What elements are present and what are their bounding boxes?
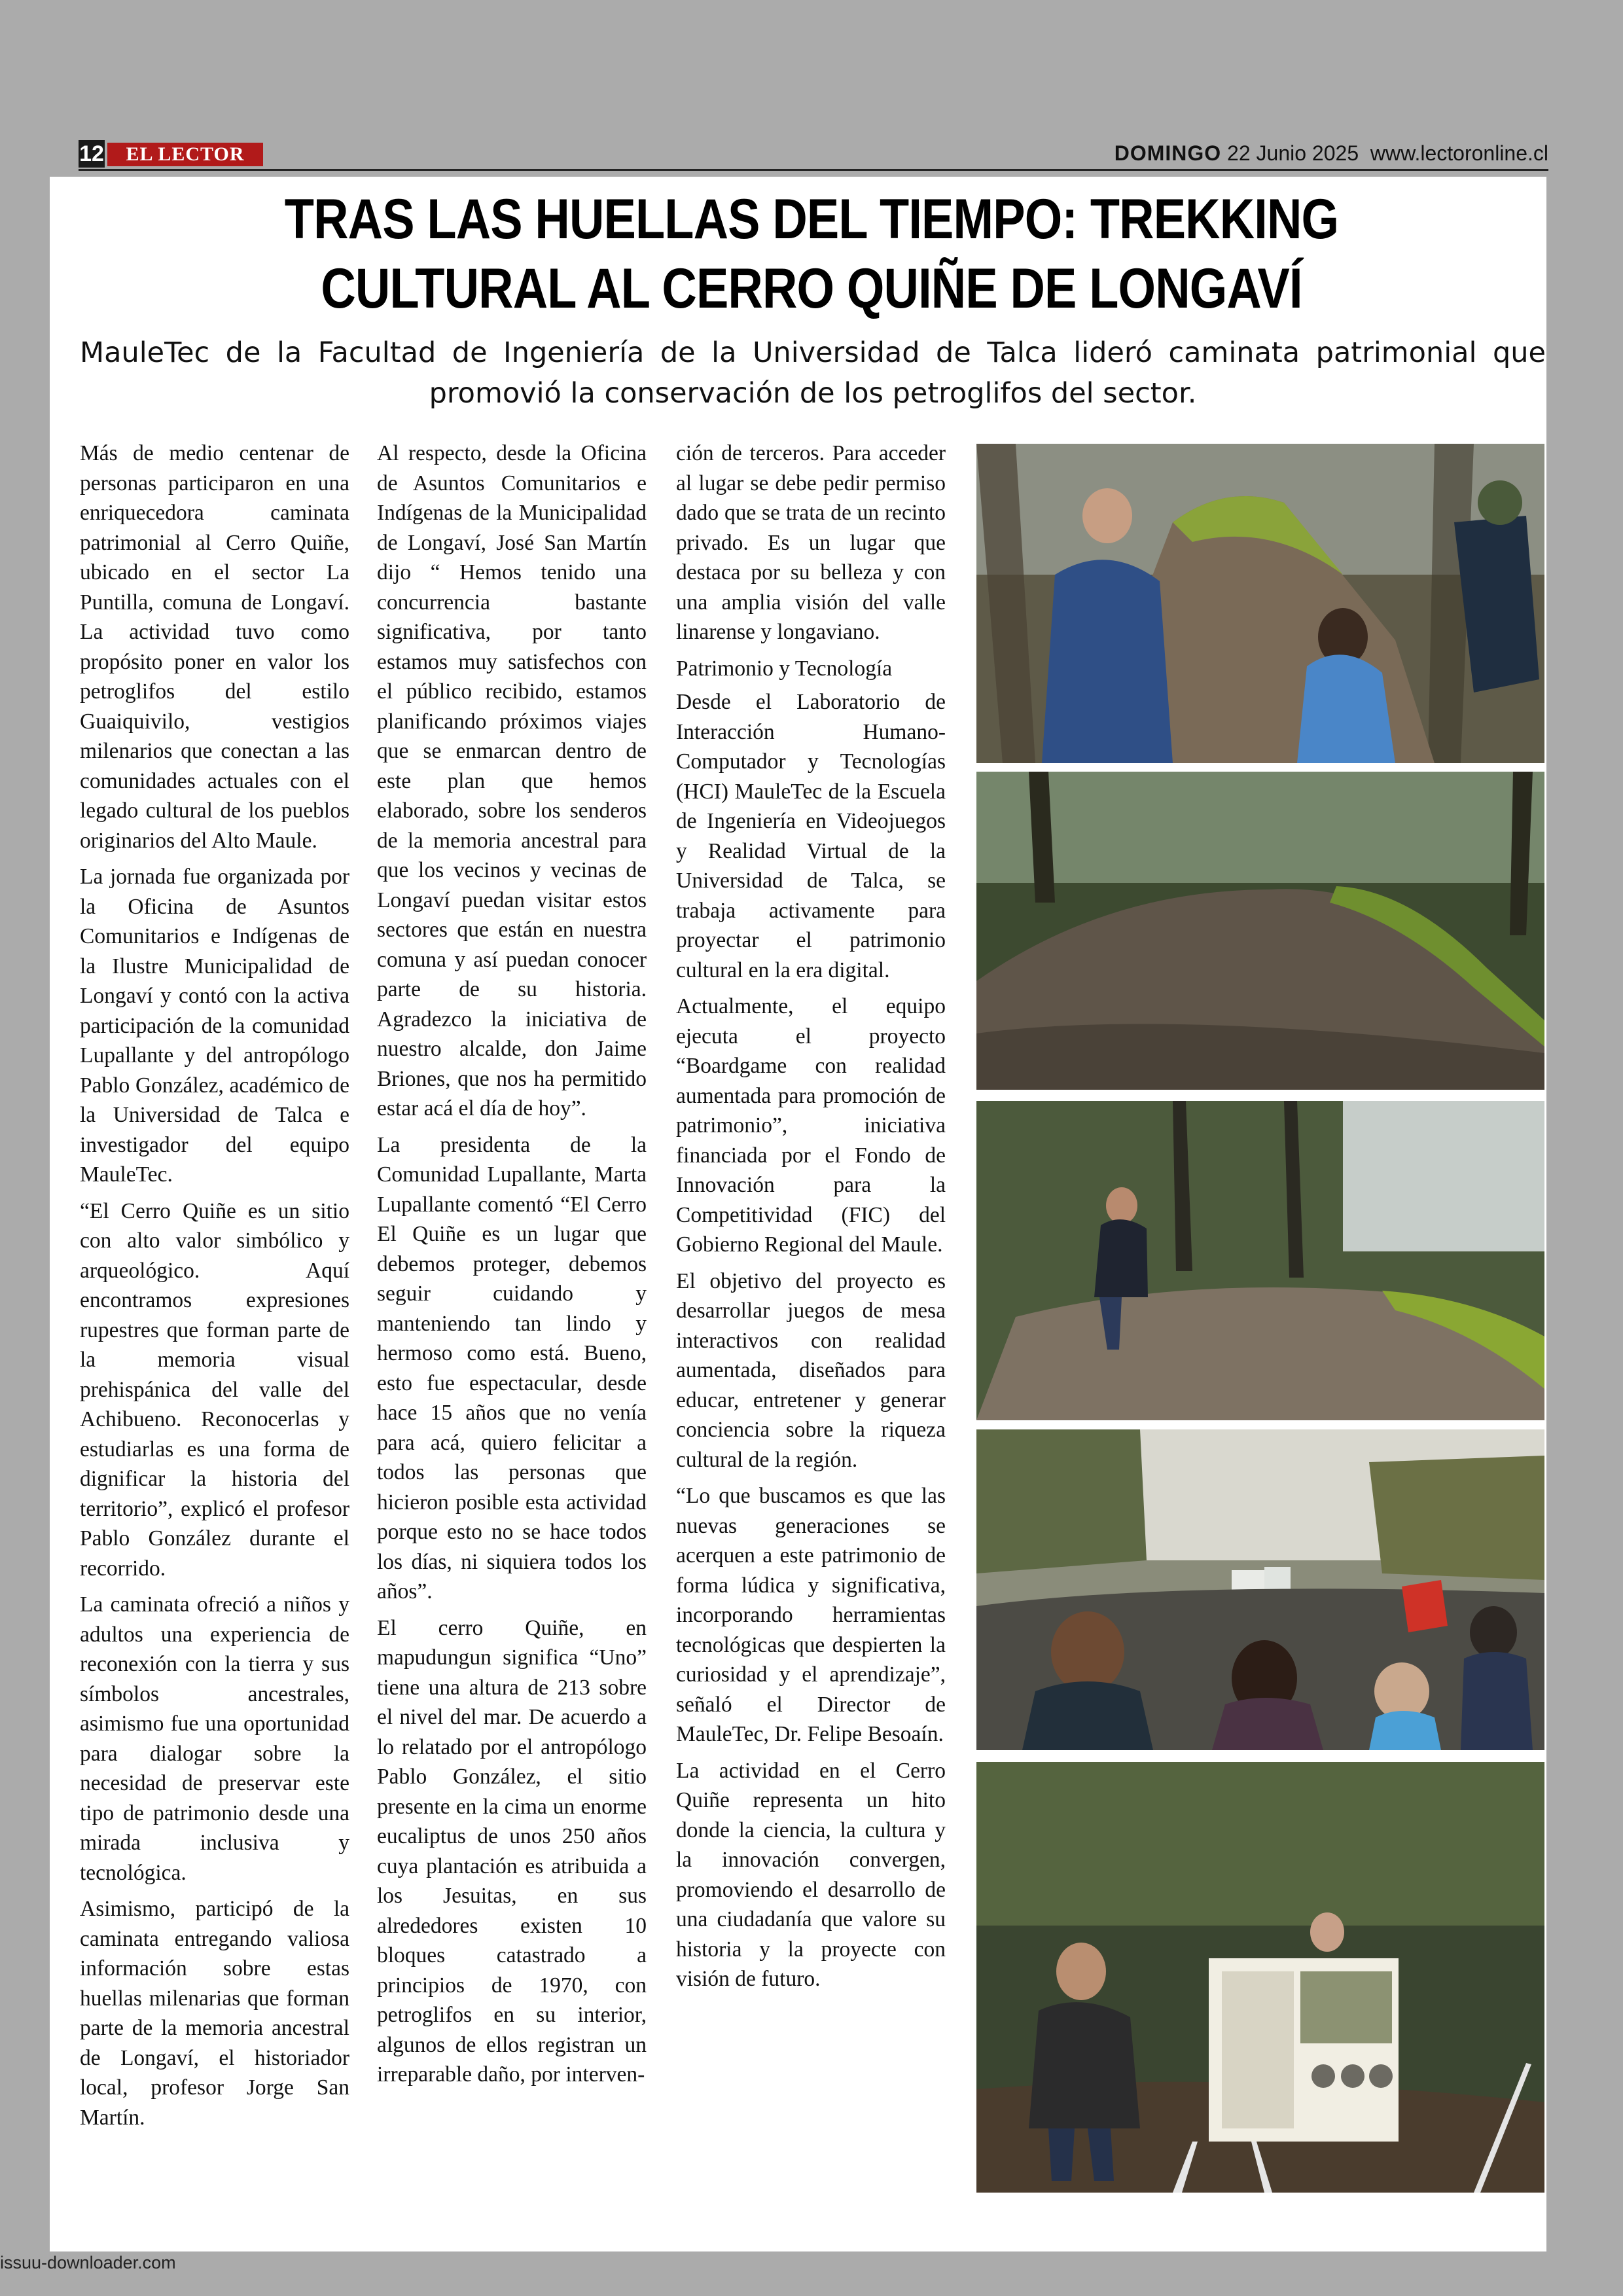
- paragraph: ción de terceros. Para acceder al lugar se debe pedir permiso dado que se trata de un recinto privado. Es un lugar que destaca por su belleza y con una amplia visión del valle linarense y longaviano.: [676, 441, 946, 644]
- paragraph: Desde el Laboratorio de Interacción Humano-Computador y Tecnologías (HCI) MauleTec de la Escuela de Ingeniería en Videojuegos y Realidad Virtual de la Universidad de Talca, se trabaja activamente para proyectar el patrimonio cultural en la era digital.: [676, 690, 946, 982]
- page-number: 12: [79, 141, 104, 166]
- paragraph: La caminata ofreció a niños y adultos una experiencia de reconexión con la tierra y sus símbolos ancestrales, asimismo fue una oportunidad para dialogar sobre la necesidad de preservar este tipo de patrimonio desde una mirada inclusiva y tecnológica.: [80, 1592, 349, 1885]
- photo-man-on-rock: [976, 1101, 1544, 1420]
- paragraph: El cerro Quiñe, en mapudungun significa “Uno” tiene una altura de 213 sobre el nivel del mar. De acuerdo a lo relatado por el antropólogo Pablo González, el sitio presente en la cima un enorme eucaliptus de unos 250 años cuya plantación es atribuida a los Jesuitas, en sus alrededores existen 10 bloques catastrado a principios de 1970, con petroglifos en su interior, algunos de ellos registran un irreparable daño, por interven-: [377, 1615, 647, 2087]
- photo-visitors-at-rock: [976, 444, 1544, 763]
- column-3: [676, 439, 946, 2001]
- paragraph: “Lo que buscamos es que las nuevas generaciones se acerquen a este patrimonio de forma lúdica y significativa, incorporando herramientas tecnológicas que despierten la curiosidad y el aprendizaje”, señaló el Director de MauleTec, Dr. Felipe Besoaín.: [676, 1484, 946, 1746]
- page-header: [79, 136, 1548, 170]
- dateline: [1115, 141, 1548, 166]
- paragraph: El objetivo del proyecto es desarrollar juegos de mesa interactivos con realidad aumentada, diseñados para educar, entretener y generar conciencia sobre la riqueza cultural de la región.: [676, 1268, 946, 1472]
- header-rule: [79, 169, 1548, 171]
- photo-poster-presentation: [976, 1762, 1544, 2193]
- photo-group-of-visitors: [976, 1429, 1544, 1750]
- paragraph: Más de medio centenar de personas participaron en una enriquecedora caminata patrimonial al Cerro Quiñe, ubicado en el sector La Puntilla, comuna de Longaví. La actividad tuvo como propósito poner en valor los petroglifos del estilo Guaiquivilo, vestigios milenarios que conectan a las comunidades actuales con el legado cultural de los pueblos originarios del Alto Maule.: [80, 441, 349, 853]
- column-1: [80, 439, 349, 2139]
- headline: TRAS LAS HUELLAS DEL TIEMPO: TREKKING CULTURAL AL CERRO QUIÑE DE LONGAVÍ: [284, 188, 1339, 320]
- newspaper-logo: EL LECTOR: [107, 143, 263, 166]
- website-link[interactable]: www.lectoronline.cl: [1370, 141, 1548, 165]
- section-subheading: Patrimonio y Tecnología: [676, 656, 893, 681]
- source-watermark: issuu-downloader.com: [0, 2253, 176, 2272]
- dateline-day: DOMINGO: [1114, 141, 1222, 165]
- paragraph: “El Cerro Quiñe es un sitio con alto valor simbólico y arqueológico. Aquí encontramos expresiones rupestres que forman parte de la memoria visual prehispánica del valle del Achibueno. Reconocerlas y estudiarlas es una forma de dignificar la historia del territorio”, explicó el profesor Pablo González durante el recorrido.: [80, 1198, 349, 1581]
- paragraph: Al respecto, desde la Oficina de Asuntos Comunitarios e Indígenas de la Municipalidad de Longaví, José San Martín dijo “ Hemos tenido una concurrencia bastante significativa, por tanto estamos muy satisfechos con el público recibido, estamos planificando próximos viajes que se enmarcan dentro de este plan que hemos elaborado, sobre los senderos de la memoria ancestral para que los vecinos y vecinas de Longaví puedan visitar estos sectores que están en nuestra comuna y así puedan conocer parte de su historia. Agradezco la iniciativa de nuestro alcalde, don Jaime Briones, que nos ha permitido estar acá el día de hoy”.: [377, 441, 647, 1121]
- paragraph: La jornada fue organizada por la Oficina de Asuntos Comunitarios e Indígenas de la Ilustre Municipalidad de Longaví y contó con la activa participación de la comunidad Lupallante y del antropólogo Pablo González, académico de la Universidad de Talca e investigador del equipo MauleTec.: [80, 865, 349, 1187]
- photo-petroglyph-rock: [976, 772, 1544, 1090]
- paragraph: Actualmente, el equipo ejecuta el proyecto “Boardgame con realidad aumentada para promoción de patrimonio”, iniciativa financiada por el Fondo de Innovación para la Competitividad (FIC) del Gobierno Regional del Maule.: [676, 994, 946, 1257]
- paragraph: La presidenta de la Comunidad Lupallante, Marta Lupallante comentó “El Cerro El Quiñe es un lugar que debemos proteger, debemos seguir cuidando y manteniendo tan lindo y hermoso como está. Bueno, esto fue espectacular, desde hace 15 años que no venía para acá, quiero felicitar a todos las personas que hicieron posible esta actividad porque esto no se hace todos los días, ni siquiera todos los años”.: [377, 1132, 647, 1604]
- dateline-date: 22 Junio 2025: [1227, 141, 1359, 165]
- subheadline: MauleTec de la Facultad de Ingeniería de la Universidad de Talca lideró caminata patrimonial que promovió la conservación de los petroglifos del sector.: [80, 336, 1546, 410]
- paragraph: Asimismo, participó de la caminata entregando valiosa información sobre estas huellas milenarias que forman parte de la memoria ancestral de Longaví, el historiador local, profesor Jorge San Martín.: [80, 1897, 349, 2130]
- column-2: [377, 439, 647, 2096]
- paragraph: La actividad en el Cerro Quiñe representa un hito donde la ciencia, la cultura y la innovación convergen, promoviendo el desarrollo de una ciudadanía que valore su historia y la proyecte con visión de futuro.: [676, 1758, 946, 1991]
